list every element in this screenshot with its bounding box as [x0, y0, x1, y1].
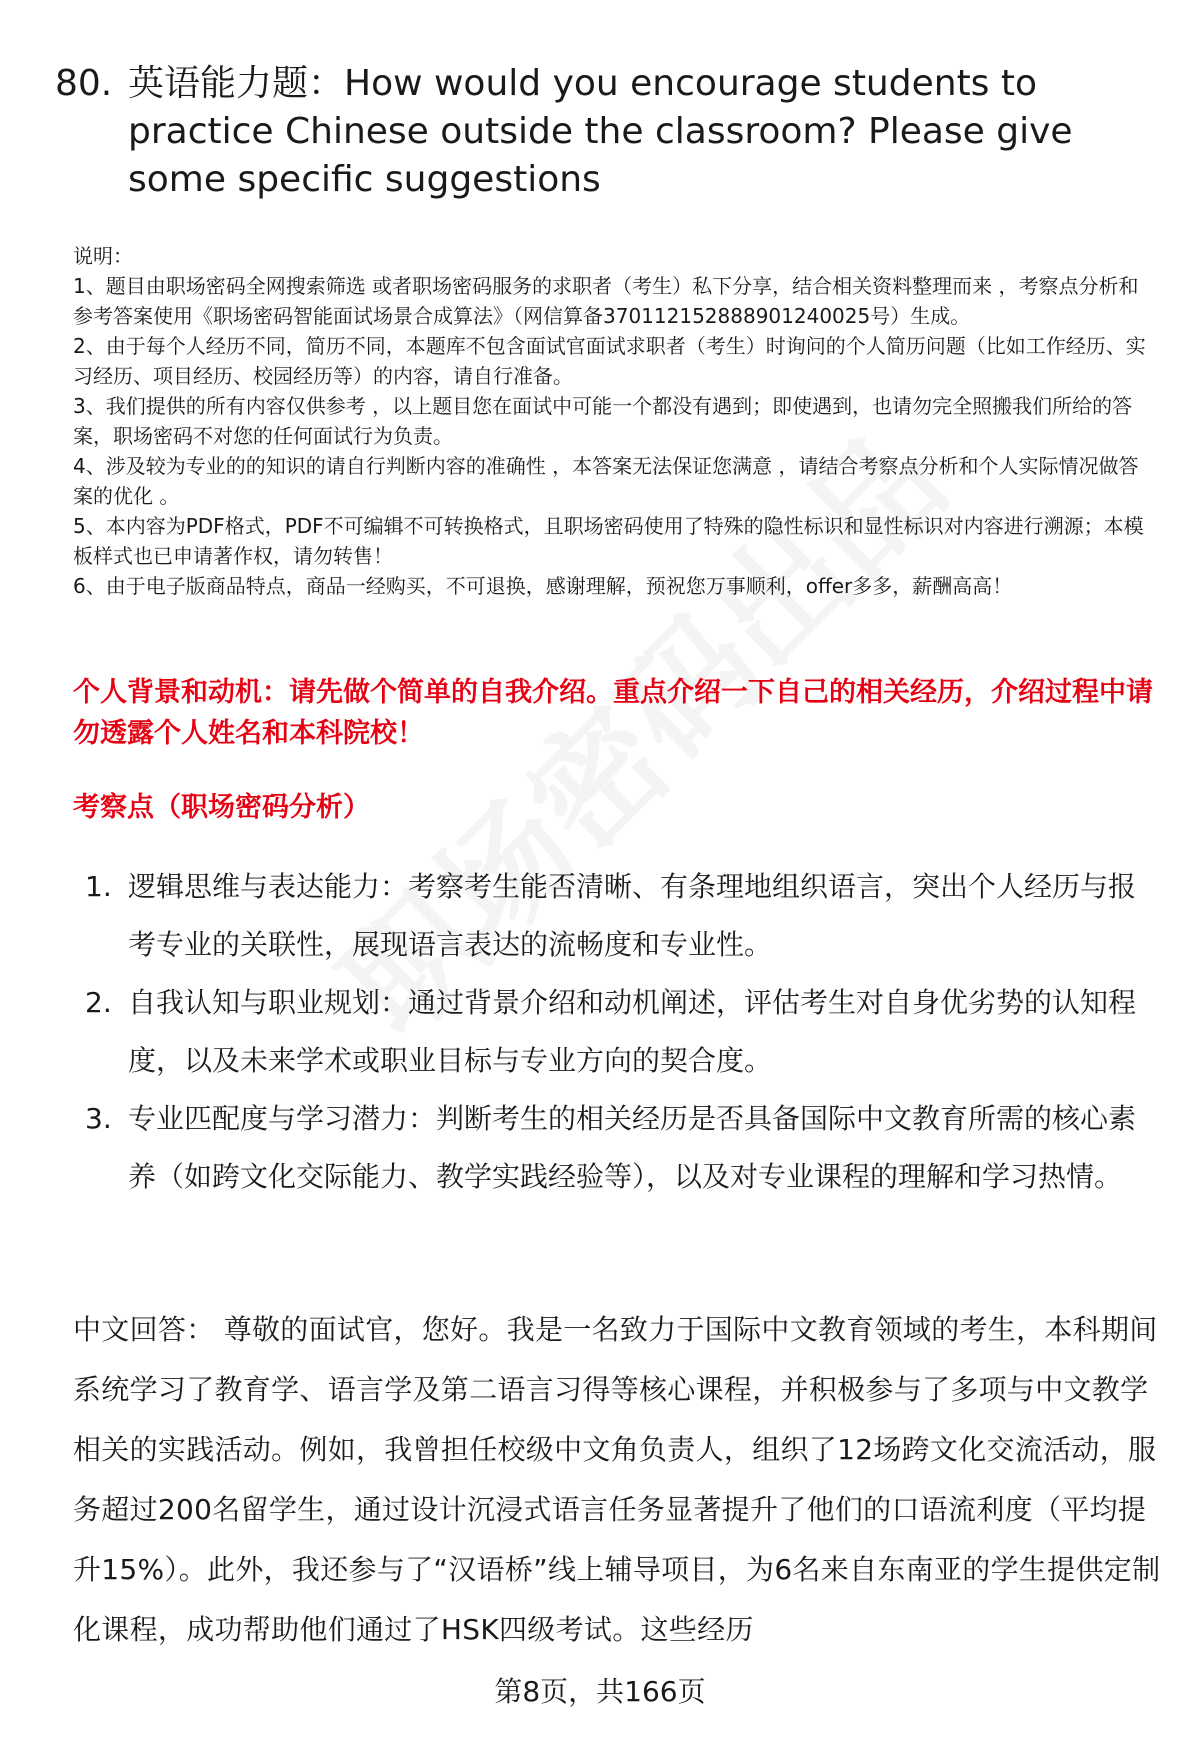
note-item: 4、涉及较为专业的的知识的请自行判断内容的准确性 ，本答案无法保证您满意 ，请结合考察点分析和个人实际情况做答案的优化 。: [73, 454, 1139, 508]
analysis-point: [73, 1090, 1153, 1206]
note-item: 5、本内容为PDF格式，PDF不可编辑不可转换格式，且职场密码使用了特殊的隐性标识和显性标识对内容进行溯源；本模板样式也已申请著作权，请勿转售！: [73, 514, 1144, 568]
point-number: 3.: [85, 1102, 112, 1135]
question-title: [55, 60, 1155, 204]
question-number: 80.: [55, 63, 113, 104]
note-item: 2、由于每个人经历不同，简历不同，本题库不包含面试官面试求职者（考生）时询问的个人简历问题（比如工作经历、实习经历、项目经历、校园经历等）的内容，请自行准备。: [73, 334, 1146, 388]
note-item: 6、由于电子版商品特点，商品一经购买，不可退换，感谢理解，预祝您万事顺利，offer多多，薪酬高高！: [73, 574, 1013, 598]
analysis-point: [73, 974, 1153, 1090]
point-number: 2.: [85, 986, 112, 1019]
point-text: 逻辑思维与表达能力：考察考生能否清晰、有条理地组织语言，突出个人经历与报考专业的关联性，展现语言表达的流畅度和专业性。: [128, 870, 1137, 961]
page-footer: 第8页，共166页: [494, 1675, 706, 1708]
analysis-point: [73, 858, 1153, 974]
notes-heading: 说明：: [73, 244, 133, 268]
analysis-points: [73, 858, 1153, 1206]
notes-section: [73, 241, 1153, 601]
point-number: 1.: [85, 870, 112, 903]
point-text: 自我认知与职业规划：通过背景介绍和动机阐述，评估考生对自身优劣势的认知程度，以及未来学术或职业目标与专业方向的契合度。: [128, 986, 1137, 1077]
point-text: 专业匹配度与学习潜力：判断考生的相关经历是否具备国际中文教育所需的核心素养（如跨文化交际能力、教学实践经验等），以及对专业课程的理解和学习热情。: [128, 1102, 1137, 1193]
note-item: 3、我们提供的所有内容仅供参考 ，以上题目您在面试中可能一个都没有遇到；即使遇到，也请勿完全照搬我们所给的答案，职场密码不对您的任何面试行为负责。: [73, 394, 1133, 448]
note-item: 1、题目由职场密码全网搜索筛选 或者职场密码服务的求职者（考生）私下分享，结合相关资料整理而来 ，考察点分析和参考答案使用《职场密码智能面试场景合成算法》（网信算备370112152888901240025号）生成。: [73, 274, 1139, 328]
motivation-heading: 个人背景和动机：请先做个简单的自我介绍。重点介绍一下自己的相关经历，介绍过程中请勿透露个人姓名和本科院校！: [73, 677, 1153, 749]
chinese-answer: 中文回答： 尊敬的面试官，您好。我是一名致力于国际中文教育领域的考生，本科期间系统学习了教育学、语言学及第二语言习得等核心课程，并积极参与了多项与中文教学相关的实践活动。例如，我曾担任校级中文角负责人，组织了12场跨文化交流活动，服务超过200名留学生，通过设计沉浸式语言任务显著提升了他们的口语流利度（平均提升15%）。此外，我还参与了“汉语桥”线上辅导项目，为6名来自东南亚的学生提供定制化课程，成功帮助他们通过了HSK四级考试。这些经历: [73, 1313, 1161, 1646]
question-text: 英语能力题：How would you encourage students to practice Chinese outside the classroom? Please give some specific suggestions: [128, 63, 1073, 200]
analysis-heading: 考察点（职场密码分析）: [73, 792, 370, 823]
